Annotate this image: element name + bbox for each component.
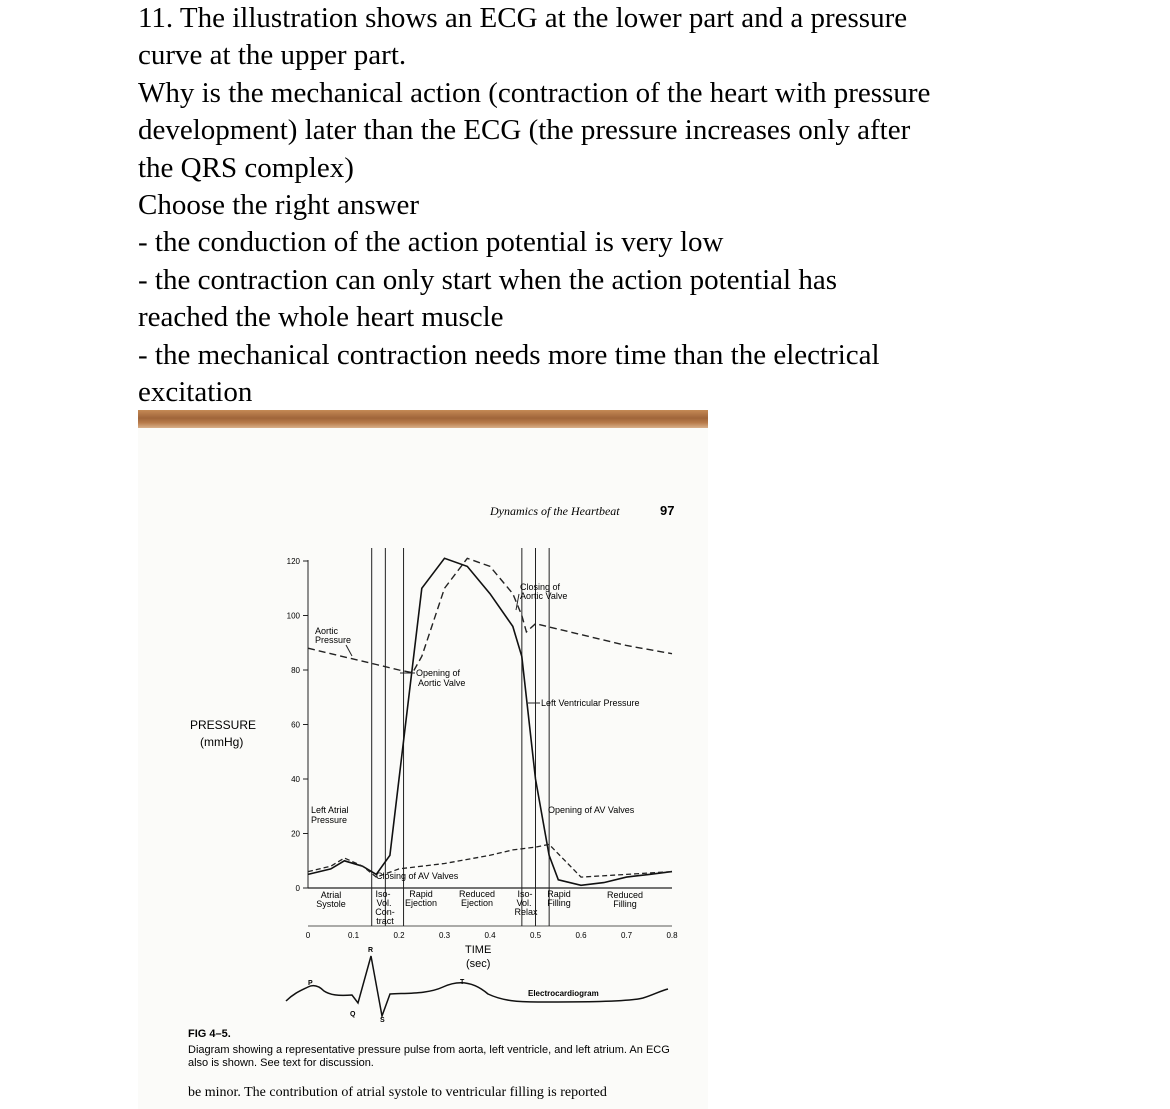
question-line: curve at the upper part. (138, 39, 407, 72)
series-aortic-pressure (308, 558, 672, 672)
answer-option-1: - the conduction of the action potential is very low (138, 226, 724, 259)
x-tick-label: 0.7 (620, 931, 633, 940)
annot-opening-aortic: Opening of (416, 668, 461, 678)
answer-option-2: - the contraction can only start when the action potential has (138, 263, 837, 296)
y-tick-label: 20 (291, 829, 300, 839)
ecg-label: Electrocardiogram (528, 989, 599, 998)
annot-opening-av: Opening of AV Valves (548, 805, 635, 815)
phase-label: Vol. (376, 898, 392, 908)
x-tick-label: 0.1 (347, 931, 360, 940)
question-line: Why is the mechanical action (contraction of the heart with pressure (138, 76, 931, 109)
ecg-t-label: T (460, 979, 465, 986)
y-tick-label: 80 (291, 666, 300, 675)
y-axis-unit: (mmHg) (200, 735, 244, 749)
annot-aortic-pressure: Aortic (315, 626, 339, 636)
ecg-r-label: R (368, 947, 374, 954)
phase-label: Ejection (460, 898, 494, 908)
phase-label: Reduced (606, 890, 644, 900)
annot-arrow (346, 645, 352, 656)
phase-label: Relax (514, 907, 538, 917)
x-tick-label: 0.3 (438, 931, 451, 940)
figure-caption-title: FIG 4–5. (188, 1028, 231, 1040)
x-tick-label: 0.6 (575, 931, 587, 940)
series-left-ventricular-pressure (308, 558, 672, 885)
x-tick-label: 0.2 (393, 931, 405, 940)
answer-option-3: - the mechanical contraction needs more time than the electrical (138, 338, 880, 371)
question-line: the QRS complex) (138, 151, 354, 184)
annot-closing-av: Closing of AV Valves (376, 871, 459, 881)
phase-label: Filling (613, 899, 637, 909)
page-header: Dynamics of the Heartbeat (490, 504, 620, 518)
question-line: development) later than the ECG (the pressure increases only after (138, 114, 911, 147)
x-tick-label: 0 (305, 931, 311, 940)
question-line: 11. The illustration shows an ECG at the lower part and a pressure (138, 2, 908, 34)
annot-left-atrial: Left Atrial (311, 805, 349, 815)
annot-opening-aortic-2: Aortic Valve (418, 678, 466, 688)
phase-label: tract (376, 916, 394, 926)
phase-label: Atrial (320, 890, 342, 900)
ecg-p-label: P (308, 980, 313, 987)
phase-label: Ejection (404, 898, 438, 908)
annot-closing-aortic: Closing of (520, 582, 561, 592)
phase-label: Rapid (409, 889, 433, 899)
pressure-chart (138, 428, 708, 1109)
page-number: 97 (660, 503, 675, 518)
phase-label: Con- (375, 907, 395, 917)
phase-label: Iso- (375, 889, 391, 899)
x-axis-label: TIME (465, 944, 492, 956)
phase-label: Vol. (516, 898, 532, 908)
phase-label: Iso- (517, 889, 533, 899)
book-body-text: be minor. The contribution of atrial systole to ventricular filling is reported (188, 1085, 607, 1100)
ecg-s-label: S (380, 1017, 385, 1024)
question-text (138, 0, 1138, 411)
y-tick-label: 0 (295, 884, 300, 893)
annot-left-atrial-2: Pressure (311, 815, 348, 825)
y-tick-label: 40 (291, 775, 300, 784)
figure-caption-text: Diagram showing a representative pressure pulse from aorta, left ventricle, and left atrium. An ECG also is shown. See text for discussion. (188, 1044, 670, 1069)
annot-lv-pressure: Left Ventricular Pressure (541, 698, 640, 708)
annot-closing-aortic-2: Aortic Valve (520, 591, 568, 601)
phase-label: Systole (316, 899, 346, 909)
phase-label: Filling (547, 898, 571, 908)
answer-option-2-cont: reached the whole heart muscle (138, 301, 504, 334)
phase-label: Rapid (547, 889, 571, 899)
question-line: Choose the right answer (138, 189, 420, 222)
y-tick-label: 60 (291, 720, 300, 730)
x-axis-unit: (sec) (466, 958, 491, 970)
textbook-photo (138, 428, 708, 1109)
photo-top-edge (138, 410, 708, 428)
series-left-atrial-pressure (308, 844, 672, 877)
y-tick-label: 120 (286, 557, 300, 566)
x-tick-label: 0.4 (484, 931, 496, 940)
x-tick-label: 0.5 (529, 931, 542, 940)
annot-aortic-pressure-2: Pressure (315, 635, 352, 645)
x-tick-label: 0.8 (666, 931, 678, 940)
answer-option-3-cont: excitation (138, 376, 253, 409)
ecg-q-label: Q (350, 1011, 356, 1018)
phase-label: Reduced (458, 889, 496, 899)
y-axis-label: PRESSURE (190, 718, 257, 732)
y-tick-label: 100 (286, 611, 300, 621)
